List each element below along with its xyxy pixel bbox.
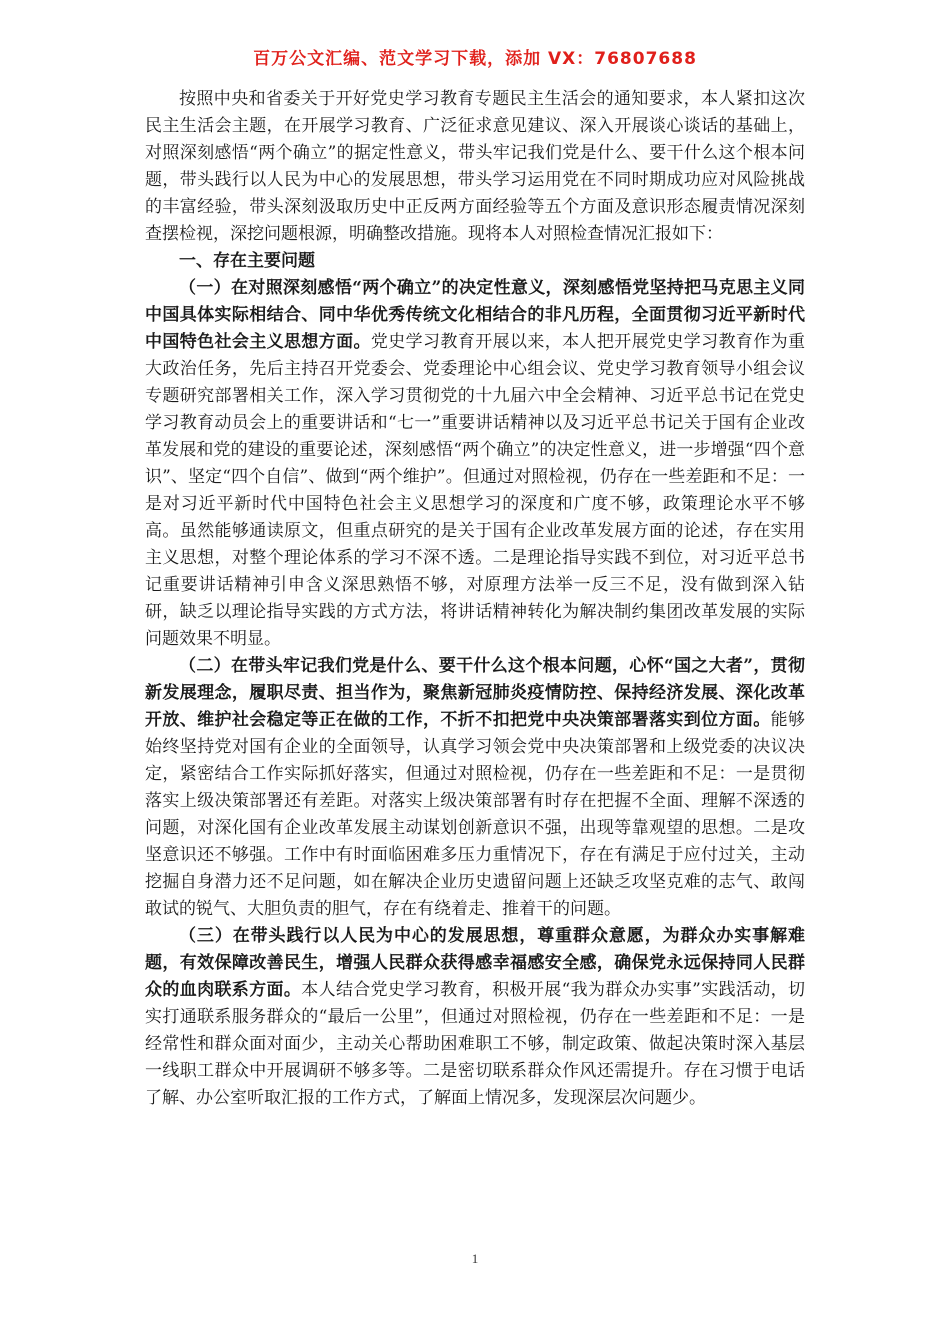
section-paragraph-2 [145, 653, 805, 923]
page-number: 1 [471, 1251, 479, 1266]
section-heading: 一、存在主要问题 [179, 251, 315, 271]
paragraph-2-heading: （二）在带头牢记我们党是什么、要干什么这个根本问题，心怀“国之大者”，贯彻新发展理念，履职尽责、担当作为，聚焦新冠肺炎疫情防控、保持经济发展、深化改革开放、维护社会稳定等正在做的工作，不折不扣把党中央决策部署落实到位方面。 [145, 656, 805, 730]
section-paragraph-3 [145, 923, 805, 1112]
paragraph-3-text: 本人结合党史学习教育，积极开展“我为群众办实事”实践活动，切实打通联系服务群众的“最后一公里”，但通过对照检视，仍存在一些差距和不足：一是经常性和群众面对面少，主动关心帮助困难职工不够，制定政策、做起决策时深入基层一线职工群众中开展调研不够多等。二是密切联系群众作风还需提升。存在习惯于电话了解、办公室听取汇报的工作方式，了解面上情况多，发现深层次问题少。 [145, 980, 806, 1108]
paragraph-1-text: 党史学习教育开展以来，本人把开展党史学习教育作为重大政治任务，先后主持召开党委会、党委理论中心组会议、党史学习教育领导小组会议专题研究部署相关工作，深入学习贯彻党的十九届六中全会精神、习近平总书记在党史学习教育动员会上的重要讲话和“七一”重要讲话精神以及习近平总书记关于国有企业改革发展和党的建设的重要论述，深刻感悟“两个确立”的决定性意义，进一步增强“四个意识”、坚定“四个自信”、做到“两个维护”。但通过对照检视，仍存在一些差距和不足：一是对习近平新时代中国特色社会主义思想学习的深度和广度不够，政策理论水平不够高。虽然能够通读原文，但重点研究的是关于国有企业改革发展方面的论述，存在实用主义思想，对整个理论体系的学习不深不透。二是理论指导实践不到位，对习近平总书记重要讲话精神引申含义深思熟悟不够，对原理方法举一反三不足，没有做到深入钻研，缺乏以理论指导实践的方式方法，将讲话精神转化为解决制约集团改革发展的实际问题效果不明显。 [145, 332, 806, 649]
paragraph-1-heading: （一）在对照深刻感悟“两个确立”的决定性意义，深刻感悟党坚持把马克思主义同中国具体实际相结合、同中华优秀传统文化相结合的非凡历程，全面贯彻习近平新时代中国特色社会主义思想方面。 [145, 278, 805, 352]
paragraph-2-text: 能够始终坚持党对国有企业的全面领导，认真学习领会党中央决策部署和上级党委的决议决定，紧密结合工作实际抓好落实，但通过对照检视，仍存在一些差距和不足：一是贯彻落实上级决策部署还有差距。对落实上级决策部署有时存在把握不全面、理解不深透的问题，对深化国有企业改革发展主动谋划创新意识不强，出现等靠观望的思想。二是攻坚意识还不够强。工作中有时面临困难多压力重情况下，存在有满足于应付过关，主动挖掘自身潜力还不足问题，如在解决企业历史遗留问题上还缺乏攻坚克难的志气、敢闯敢试的锐气、大胆负责的胆气，存在有绕着走、推着干的问题。 [145, 710, 806, 919]
section-paragraph-1 [145, 275, 805, 653]
paragraph-3-heading: （三）在带头践行以人民为中心的发展思想，尊重群众意愿，为群众办实事解难题，有效保障改善民生，增强人民群众获得感幸福感安全感，确保党永远保持同人民群众的血肉联系方面。 [145, 926, 805, 1000]
promo-banner: 百万公文汇编、范文学习下载，添加 VX：76807688 [253, 49, 697, 69]
intro-paragraph: 按照中央和省委关于开好党史学习教育专题民主生活会的通知要求，本人紧扣这次民主生活会主题，在开展学习教育、广泛征求意见建议、深入开展谈心谈话的基础上，对照深刻感悟“两个确立”的据定性意义，带头牢记我们党是什么、要干什么这个根本问题，带头践行以人民为中心的发展思想，带头学习运用党在不同时期成功应对风险挑战的丰富经验，带头深刻汲取历史中正反两方面经验等五个方面及意识形态履责情况深刻查摆检视，深挖问题根源，明确整改措施。现将本人对照检查情况汇报如下： [145, 89, 805, 244]
document-body [145, 86, 805, 1112]
